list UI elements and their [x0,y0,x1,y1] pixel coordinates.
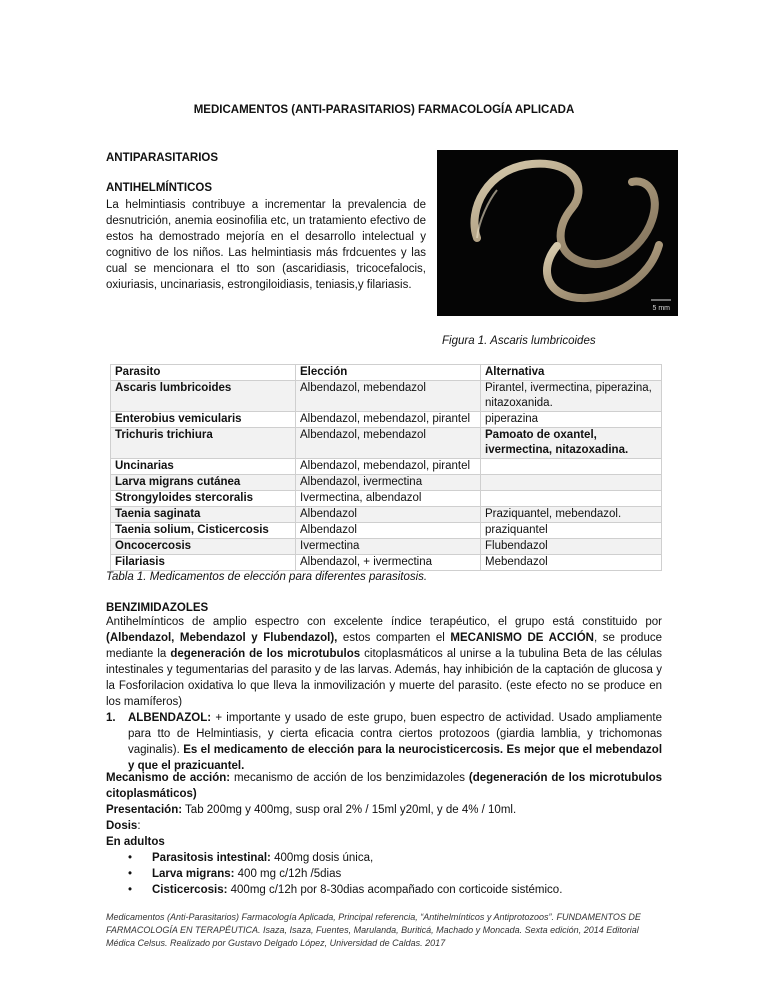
cell-alternative: Pirantel, ivermectina, piperazina, nitazoxanida. [481,381,662,412]
list-item [106,850,662,866]
bullet-text: 400mg c/12h por 8-30dias acompañado con corticoide sistémico. [227,884,563,896]
cell-choice: Ivermectina, albendazol [296,491,481,507]
table-row [111,428,662,459]
presentation-label: Presentación: [106,804,183,816]
list-number: 1. [106,712,116,724]
cell-alternative: Flubendazol [481,539,662,555]
bullet-text: 400 mg c/12h /5dias [234,868,342,880]
list-item [106,882,662,898]
bullet-icon: • [128,868,133,880]
benzimidazoles-paragraph [106,614,662,710]
dose-colon: : [137,820,141,832]
bullet-label: Parasitosis intestinal: [152,852,271,864]
presentation-text: Tab 200mg y 400mg, susp oral 2% / 15ml y20ml, y de 4% / 10ml. [182,804,517,816]
table-caption: Tabla 1. Medicamentos de elección para diferentes parasitosis. [106,571,428,583]
cell-choice: Albendazol [296,507,481,523]
cell-parasite: Oncocercosis [111,539,296,555]
header-parasito: Parasito [111,365,296,381]
bz-bold-mechanism: MECANISMO DE ACCIÓN [450,632,594,644]
bz-bold-degeneration: degeneración de los microtubulos [170,648,361,660]
cell-parasite: Uncinarias [111,459,296,475]
table-row [111,555,662,571]
cell-choice: Albendazol, + ivermectina [296,555,481,571]
bullet-text: 400mg dosis única, [270,852,374,864]
cell-alternative: Mebendazol [481,555,662,571]
cell-parasite: Taenia solium, Cisticercosis [111,523,296,539]
albendazol-item [106,710,662,774]
bz-text-c: , se produce mediante la [106,632,662,660]
cell-alternative: Praziquantel, mebendazol. [481,507,662,523]
albendazol-text: + importante y usado de este grupo, buen espectro de actividad. Usado ampliamente para tto de Helmintiasis, y cierta eficacia contra ciertos protozoos (giardia lamblia, y trichomonas vaginalis). [128,712,662,756]
cell-choice: Albendazol, mebendazol [296,381,481,412]
cell-choice: Albendazol, mebendazol, pirantel [296,459,481,475]
figure-caption: Figura 1. Ascaris lumbricoides [442,335,596,347]
intro-paragraph: La helmintiasis contribuye a incrementar la prevalencia de desnutrición, anemia eosinofilia etc, un tratamiento efectivo de estos ha demostrado mejoría en el desarrollo intelectual y cognitivo de los niños. Las helmintiasis más frdcuentes y las cual se mencionara el tto son (ascaridiasis, tricocefalocis, oxiuriasis, uncinariasis, estrongiloidiasis, teniasis,y filariasis. [106,199,426,291]
table-row [111,475,662,491]
cell-parasite: Enterobius vemicularis [111,412,296,428]
bz-text-d: citoplasmáticos al unirse a la tubulina Beta de las células intestinales y tegumentarias del parasito y de las larvas. Además, hay inhibición de la captación de glucosa y la Fosforilacion oxidativa lo que lleva la inmovilización y muerte del parasito. (este efecto no se produce en los mamíferos) [106,648,662,708]
scale-label: 5 mm [652,305,670,312]
albendazol-body [128,710,662,774]
section-heading-antihelminticos: ANTIHELMÍNTICOS [106,182,213,194]
page-footer: Medicamentos (Anti-Parasitarios) Farmacología Aplicada, Principal referencia, “Antihelmínticos y Antiprotozoos”. FUNDAMENTOS DE FARMACOLOGÍA EN TERAPÉUTICA. Isaza, Isaza, Fuentes, Marulanda, Buriticá, Machado y Moncada. Sexta edición, 2014 Editorial Médica Celsus. Realizado por Gustavo Delgado López, Universidad de Caldas. 2017 [106,912,641,948]
table-row [111,381,662,412]
mechanism-text: mecanismo de acción de los benzimidazoles [230,772,469,784]
mechanism-line [106,770,662,802]
bz-text-b: estos comparten el [337,632,451,644]
bullet-label: Larva migrans: [152,868,235,880]
drug-table [110,364,662,571]
table-row [111,523,662,539]
cell-alternative: praziquantel [481,523,662,539]
cell-parasite: Strongyloides stercoralis [111,491,296,507]
table-header-row [111,365,662,381]
bullet-icon: • [128,884,133,896]
list-item [106,866,662,882]
presentation-line [106,802,662,818]
bullet-icon: • [128,852,133,864]
cell-alternative [481,459,662,475]
albendazol-bold-text: Es el medicamento de elección para la neurocisticercosis. Es mejor que el mebendazol y que el prazicuantel. [128,744,663,772]
mechanism-label: Mecanismo de acción: [106,772,231,784]
dose-label: Dosis [106,820,138,832]
cell-parasite: Larva migrans cutánea [111,475,296,491]
table-row [111,507,662,523]
cell-parasite: Trichuris trichiura [111,428,296,459]
page-title: MEDICAMENTOS (ANTI-PARASITARIOS) FARMACOLOGÍA APLICADA [193,104,575,116]
bullet-label: Cisticercosis: [152,884,228,896]
cell-alternative: Pamoato de oxantel, ivermectina, nitazoxadina. [481,428,662,459]
table-row [111,539,662,555]
cell-choice: Albendazol [296,523,481,539]
table-row [111,412,662,428]
cell-parasite: Taenia saginata [111,507,296,523]
benzimidazoles-section [106,602,662,710]
header-eleccion: Elección [296,365,481,381]
cell-alternative [481,475,662,491]
dose-line [106,818,662,834]
header-alternativa: Alternativa [481,365,662,381]
cell-choice: Ivermectina [296,539,481,555]
albendazol-details [106,770,662,898]
albendazol-name: ALBENDAZOL: [128,712,212,724]
benzimidazoles-heading: BENZIMIDAZOLES [106,602,209,614]
adults-line [106,834,662,850]
cell-choice: Albendazol, ivermectina [296,475,481,491]
adults-label: En adultos [106,836,165,848]
table-row [111,459,662,475]
cell-parasite: Ascaris lumbricoides [111,381,296,412]
cell-parasite: Filariasis [111,555,296,571]
ascaris-photo [437,150,678,316]
cell-alternative [481,491,662,507]
bz-bold-drugs: (Albendazol, Mebendazol y Flubendazol), [106,632,338,644]
cell-choice: Albendazol, mebendazol [296,428,481,459]
section-heading-antiparasitarios: ANTIPARASITARIOS [106,152,219,164]
worm-illustration [437,150,678,316]
cell-choice: Albendazol, mebendazol, pirantel [296,412,481,428]
table-row [111,491,662,507]
cell-alternative: piperazina [481,412,662,428]
bz-text-a: Antihelmínticos de amplio espectro con excelente índice terapéutico, el grupo está constituido por [106,616,662,628]
mechanism-bold: (degeneración de los microtubulos citoplasmáticos) [106,772,662,800]
